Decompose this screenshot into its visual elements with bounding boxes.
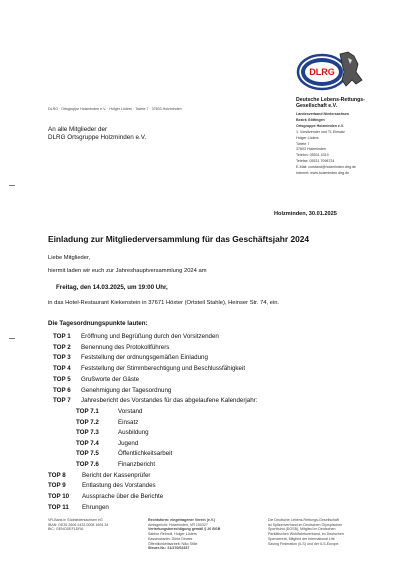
org-detail: Holger Lüders	[296, 135, 319, 140]
agenda-item-text: Feststellung der ordnungsgemäßen Einladung	[81, 354, 208, 362]
agenda-item-text: Grußworte der Gäste	[81, 375, 140, 383]
footer-line: Rechtsform: eingetragener Verein (e.V.)	[148, 518, 216, 522]
org-detail: Twiete 7	[296, 141, 310, 146]
recipient-line: An alle Mitglieder der	[48, 126, 108, 133]
footer-line: Die Deutsche Lebens-Rettungs-Gesellschaft	[268, 518, 339, 522]
agenda-item-number: TOP 7.3	[76, 429, 99, 437]
agenda-item-number: TOP 1	[53, 333, 71, 340]
svg-text:DLRG: DLRG	[309, 67, 335, 77]
meeting-datetime: Freitag, den 14.03.2025, um 19:00 Uhr,	[56, 284, 168, 291]
org-email: E-Mail: vorstand@holzminden.dlrg.de	[296, 165, 356, 170]
org-name-1: Deutsche Lebens-Rettungs-	[296, 97, 365, 103]
org-detail: Telefon: 05531 4319	[296, 153, 329, 158]
agenda-item-number: TOP 4	[53, 365, 71, 373]
agenda-item	[53, 354, 208, 361]
agenda-item-text: Jahresbericht des Vorstandes für das abgelaufene Kalenderjahr:	[81, 397, 258, 405]
org-name-2: Gesellschaft e.V.	[296, 103, 338, 109]
agenda-item	[53, 397, 257, 404]
agenda-item-number: TOP 7.6	[76, 460, 99, 468]
agenda-item-number: TOP 2	[53, 343, 71, 351]
sender-line: DLRG · Ortsgruppe Holzminden e.V. · Holger Lüders · Twiete 7 · 37603 Holzminden	[48, 107, 182, 111]
salutation: Liebe Mitglieder,	[48, 255, 91, 261]
agenda-item-number: TOP 7	[53, 397, 71, 405]
footer-line: Spendenrat, Mitglied der International Life	[268, 536, 335, 541]
footer-line: IBAN: DE35 2606 2433 0008 1694 34	[48, 522, 109, 527]
footer-bank	[48, 518, 108, 532]
agenda-item	[53, 387, 171, 394]
agenda-item	[76, 408, 142, 415]
agenda-item-text: Einsatz	[118, 418, 139, 426]
agenda-item-number: TOP 6	[53, 386, 71, 394]
agenda-item-text: Bericht der Kassenprüfer	[82, 471, 151, 479]
agenda-item	[53, 333, 219, 340]
intro-text: hiermit laden wir euch zur Jahreshauptversammlung 2024 am	[48, 268, 207, 274]
agenda-item-text: Benennung des Protokollführers	[81, 343, 170, 351]
agenda-item	[76, 450, 172, 457]
agenda-item-number: TOP 7.1	[76, 407, 99, 415]
agenda-item-number: TOP 10	[48, 492, 70, 500]
agenda-item-number: TOP 7.5	[76, 450, 99, 458]
agenda-item	[76, 461, 155, 468]
meeting-location: in das Hotel-Restaurant Kiekenstein in 37671 Höxter (Ortsteil Stahle), Heinser Str. 74, ein.	[48, 300, 280, 306]
agenda-item-text: Finanzbericht	[118, 460, 156, 468]
org-detail: Landesverband Niedersachsen	[296, 112, 350, 116]
agenda-item	[76, 419, 138, 426]
agenda-item-number: TOP 7.4	[76, 439, 99, 447]
footer-line: Kassenwartin: Dörte Dewes	[148, 536, 193, 541]
recipient-line: DLRG Ortsgruppe Holzminden e.V.	[48, 134, 147, 142]
footer-legal	[148, 518, 220, 551]
footer-line: BIC: GENODEF1DRA	[48, 527, 84, 532]
org-detail: Telefax: 05531 7098724	[296, 159, 335, 164]
agenda-heading: Die Tagesordnungspunkte lauten:	[48, 320, 148, 327]
footer-line: Amtsgericht: Holzminden, VR 150327	[148, 522, 208, 527]
footer-line: Paritätischen Wohlfahrtsverband, im Deutschen	[268, 532, 344, 537]
agenda-item-text: Jugend	[118, 439, 139, 447]
agenda-item	[48, 493, 163, 500]
letter-date: Holzminden, 30.01.2025	[274, 211, 337, 217]
agenda-item-number: TOP 9	[48, 482, 66, 490]
footer-about	[268, 518, 344, 546]
org-detail: Ortsgruppe Holzminden e.V.	[296, 123, 344, 128]
agenda-item	[53, 344, 169, 351]
footer-line: VR-Bank in Südniedersachsen eG	[48, 518, 103, 522]
footer-line: Vertretungsberechtigung gemäß § 26 BGB	[148, 527, 221, 532]
agenda-item-text: Vorstand	[118, 407, 143, 415]
recipient-block	[48, 126, 146, 143]
agenda-item-text: Entlastung des Vorstandes	[82, 482, 156, 490]
agenda-item-text: Aussprache über die Berichte	[82, 492, 164, 500]
footer-line: ist Spitzenverband im Deutschen Olympischen	[268, 522, 343, 527]
agenda-item-number: TOP 3	[53, 354, 71, 362]
agenda-item	[76, 440, 138, 447]
agenda-item	[48, 472, 150, 479]
agenda-item-text: Ehrungen	[82, 503, 109, 511]
footer-line: Sabine Reimoll, Holger Lüders	[148, 532, 197, 537]
agenda-item-text: Feststellung der Stimmberechtigung und Beschlussfähigkeit	[81, 365, 246, 373]
agenda-item-number: TOP 7.2	[76, 418, 99, 426]
org-detail: 37603 Holzminden	[296, 147, 326, 152]
footer-line: Sportbund (DOSB), Mitglied im Deutschen	[268, 527, 336, 532]
agenda-item-number: TOP 8	[48, 471, 66, 479]
agenda-item-number: TOP 5	[53, 375, 71, 383]
agenda-item	[48, 482, 156, 489]
footer-line: Saving Federation (ILS) und der ILS-Europe.	[268, 541, 340, 546]
agenda-item	[53, 376, 139, 383]
agenda-item	[76, 429, 149, 436]
fold-mark	[9, 185, 15, 186]
agenda-item-text: Eröffnung und Begrüßung durch den Vorsitzenden	[81, 333, 219, 340]
agenda-item-number: TOP 11	[48, 503, 69, 511]
agenda-item	[53, 365, 245, 372]
org-detail: Bezirk Göttingen	[296, 117, 325, 122]
org-detail: 1. Vorsitzender und TL Einsatz	[296, 129, 345, 134]
agenda-item-text: Ausbildung	[118, 429, 149, 437]
agenda-item-text: Öffentlichkeitsarbeit	[118, 450, 173, 458]
org-website: Internet: www.holzminden.dlrg.de	[296, 171, 350, 176]
dlrg-logo	[296, 50, 372, 92]
punch-mark	[9, 338, 15, 339]
org-info	[296, 97, 396, 177]
agenda-item	[48, 504, 109, 511]
agenda-item-text: Genehmigung der Tagesordnung	[81, 386, 172, 394]
footer-line: Öffentlichkeitsarbeit: Niko Stille	[148, 541, 198, 546]
letter-title: Einladung zur Mitgliederversammlung für das Geschäftsjahr 2024	[48, 234, 310, 244]
footer-line: Steuer-Nr.: 21/270/02337	[148, 546, 190, 551]
